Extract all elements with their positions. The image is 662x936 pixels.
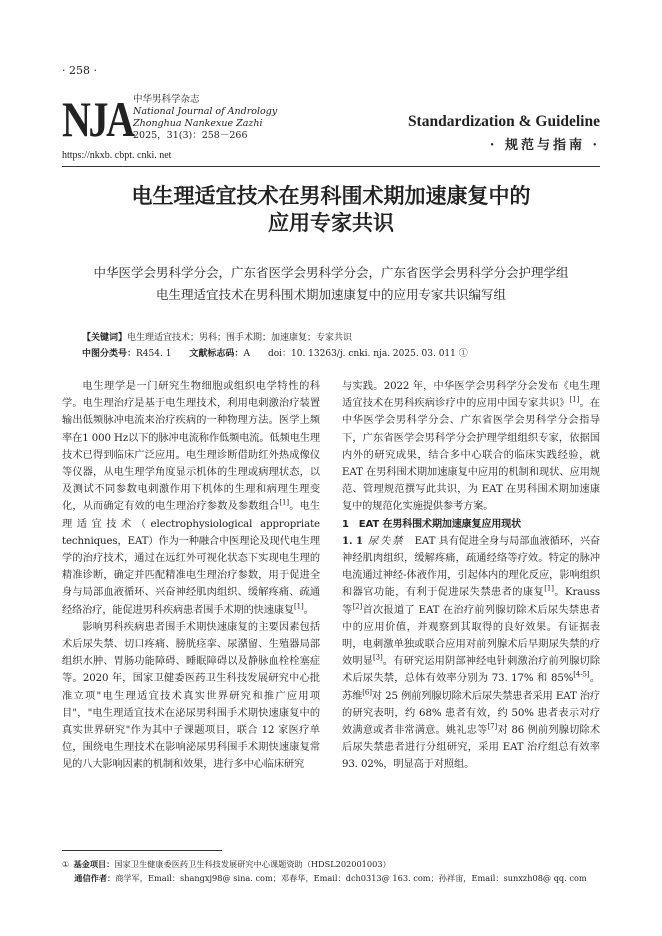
doc-code-label: 文献标志码： [189,349,244,359]
authors-line-1: 中华医学会男科学分会，广东省医学会男科学分会，广东省医学会男科学分会护理学组 [93,265,569,280]
section-label-en: Standardization & Guideline [407,113,600,130]
body-column-right [342,378,600,774]
title-line-2: 应用专家共识 [268,210,394,235]
footnote [62,857,602,885]
article-title [62,182,600,236]
reference-marker[interactable]: [2] [352,602,363,611]
section-label-cn: · 规范与指南 · [489,138,600,153]
reference-marker[interactable]: [6] [362,688,372,697]
clc-label: 中图分类号： [82,349,137,359]
paragraph: 电生理学是一门研究生物细胞或组织电学特性的科学。电生理治疗是基于电生理技术，利用电刺激治疗装置输出低频脉冲电流来治疗疾病的一种物理方法。医学上频率在1 000 Hz以下的脉冲电流称作低频电流。低频电生理技术已得到临床广泛应用。电生理诊断借助红外热成像仪等仪器，从电生理学角度显示机体的生理或病理状态，以及测试不同参数电刺激作用下机体的生理和病理生理变化，从而确定有效的电生理治疗参数及参数组合[1]。电生理适宜技术（electrophysiological appropriate techniques，EAT）作为一种融合中医理论及现代电生理学的治疗技术，通过在远红外可视化状态下实现电生理的精准诊断，确定并匹配精准电生理治疗参数，用于促进全身与局部血液循环、兴奋神经肌肉组织、缓解疼痛、疏通经络治疗，能促进男科疾病患者围手术期的快速康复[1]。 [62,381,320,616]
subsection-number: 1. 1 [342,534,363,547]
reference-marker[interactable]: [3] [373,653,383,662]
reference-marker[interactable]: [4-5] [573,671,590,680]
footnote-divider [62,850,222,851]
fund-info: 国家卫生健康委医药卫生科技发展研究中心课题资助（HDSL202001003） [114,859,391,869]
citation-info: 2025，31(3)：258－266 [133,130,248,141]
reference-marker[interactable]: [1] [569,395,580,404]
journal-name-cn: 中华男科学杂志 [133,94,200,105]
authors [62,262,600,306]
section-heading: 1 EAT 在男科围术期加速康复应用现状 [342,518,522,530]
reference-marker[interactable]: [1] [544,585,554,594]
journal-name-en: National Journal of Andrology [133,106,278,117]
title-line-1: 电生理适宜技术在男科围术期加速康复中的 [131,183,531,208]
page-number: · 258 · [62,64,97,77]
paragraph: 1. 1 尿失禁 EAT 具有促进全身与局部血液循环，兴奋神经肌肉组织，缓解疼痛，疏通经络等疗效。特定的脉冲电流通过神经-体液作用，引起体内的理化反应，影响组织和器官功能，有利于促进尿失禁患者的康复[1]。Krauss 等[2]首次报道了 EAT 在治疗前列腺切除术后尿失禁患者中的应用价值，并观察到其取得的良好效果。有证据表明，电刺激单独或联合应用对前列腺术后早期尿失禁的疗效明显[3]。有研究运用阴部神经电针刺激治疗前列腺切除术后尿失禁，总体有效率分别为 73. 17% 和 85%[4-5]。苏维[6]对 25 例前列腺切除术后尿失禁患者采用 EAT 治疗的研究表明，约 68% 患者有效，约 50% 患者表示对疗效满意或者非常满意。姚礼忠等[7]对 86 例前列腺切除术后尿失禁患者进行分组研究，采用 EAT 治疗组总有效率 93. 02%，明显高于对照组。 [342,534,601,771]
reference-marker[interactable]: [7] [487,722,498,731]
fund-label: 基金项目： [73,859,115,869]
corresponding-authors: 商学军，Email：shangxj98@ sina. com；邓春华，Email：dch0313@ 163. com；孙祥宙，Email：sunxzh08@ qq. com [115,873,587,883]
header-divider [62,166,600,167]
body-column-left [62,378,320,774]
doi: doi：10. 13263/j. cnki. nja. 2025. 03. 011 ① [267,349,468,359]
corresponding-label: 通信作者： [74,873,116,883]
reference-marker[interactable]: [1] [294,602,304,611]
footnote-marker: ① [62,859,70,869]
keywords-label: 【关键词】 [82,333,128,343]
subsection-title: 尿失禁 [367,535,405,547]
keywords-block [82,330,468,362]
reference-marker[interactable]: [1] [279,499,289,508]
journal-logo: NJA [62,91,133,147]
journal-url[interactable]: https://nkxb. cbpt. cnki. net [62,150,172,161]
doc-code: A [243,349,250,359]
authors-line-2: 电生理适宜技术在男科围术期加速康复中的应用专家共识编写组 [155,287,506,302]
clc-number: R454. 1 [136,349,172,359]
journal-info [133,94,277,142]
paragraph: 影响男科疾病患者围手术期快速康复的主要因素包括术后尿失禁、切口疼痛、膀胱痉挛、尿潴留、生殖器局部组织水肿、胃肠功能障碍、睡眠障碍以及静脉血栓栓塞症等。2020 年，国家卫健委医药卫生科技发展研究中心批准立项"电生理适宜技术真实世界研究和推广应用项目"，"电生理适宜技术在泌尿男科围手术期快速康复中的真实世界研究"作为其中子课题项目，联合 12 家医疗单位，围绕电生理技术在影响泌尿男科围手术期快速康复常见的八大影响因素的机制和效果，进行多中心临床研究 [62,621,320,771]
keywords: 电生理适宜技术；男科；围手术期；加速康复；专家共识 [127,333,353,343]
paragraph: 与实践。2022 年，中华医学会男科学分会发布《电生理适宜技术在男科疾病诊疗中的应用中国专家共识》[1]。在中华医学会男科学分会、广东省医学会男科学分会指导下，广东省医学会男科学分会护理学组组织专家，依据国内外的研究成果，结合多中心联合的临床实践经验，就 EAT 在男科围术期加速康复中应用的机制和现状、应用规范、管理规范撰写此共识，为 EAT 在男科围术期加速康复中的规范化实施提供参考方案。 [342,381,600,513]
journal-name-pinyin: Zhonghua Nankexue Zazhi [133,118,263,129]
